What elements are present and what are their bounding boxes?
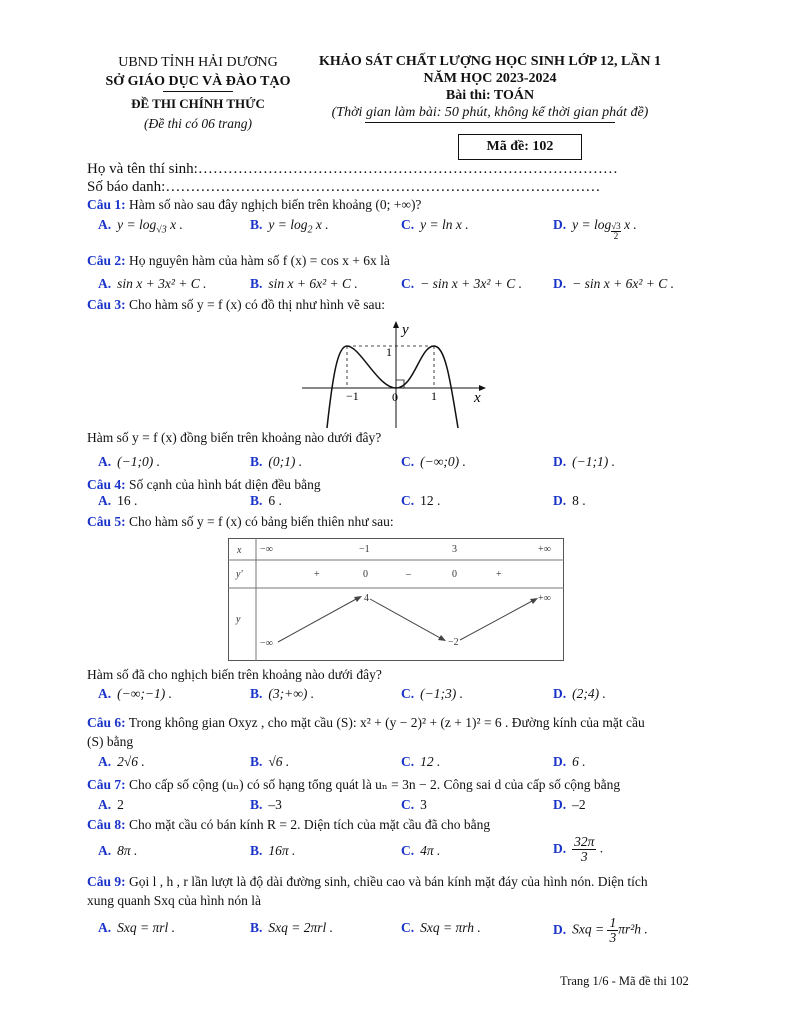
- q8-options: [98, 835, 738, 871]
- q9-option-d[interactable]: D. Sxq = $\frac{1}{3}$ πr²h .: [553, 915, 648, 945]
- q8-option-d[interactable]: D. $\frac{32\pi}{3}$ .: [553, 834, 604, 864]
- table-y-header: y: [236, 614, 241, 625]
- q1-option-d[interactable]: D. y = log $\frac{√3}{2}$ x .: [553, 217, 637, 241]
- time-note: (Thời gian làm bài: 50 phút, không kể thời gian phát đề): [331, 105, 649, 120]
- q4-option-c[interactable]: C. 12 .: [401, 493, 441, 508]
- q3-label: Câu 3:: [87, 297, 126, 312]
- table-x-m1: −1: [359, 544, 370, 555]
- table-yp-plus-2: +: [496, 569, 502, 580]
- q4-option-b[interactable]: B. 6 .: [250, 493, 282, 508]
- q6-options: [98, 754, 738, 774]
- q3-text: Cho hàm số y = f (x) có đồ thị như hình vẽ sau:: [129, 297, 386, 312]
- question-5: [87, 513, 732, 530]
- q1-d-base: $\frac{√3}{2}$: [611, 221, 621, 241]
- q2-text: Họ nguyên hàm của hàm số f (x) = cos x + 6x là: [129, 253, 390, 268]
- student-name-field: Họ và tên thí sinh:…………………………………………………………………………: [87, 161, 618, 177]
- q7-text: Cho cấp số cộng (uₙ) có số hạng tổng quát là uₙ = 3n − 2. Công sai d của cấp số cộng bằng: [129, 777, 621, 792]
- q8-option-a[interactable]: A. 8π .: [98, 843, 138, 858]
- q9-text-2: xung quanh Sxq của hình nón là: [87, 893, 261, 908]
- q9-option-c[interactable]: C. Sxq = πrh .: [401, 920, 481, 935]
- department-label: SỞ GIÁO DỤC VÀ ĐÀO TẠO: [105, 74, 291, 89]
- q3-option-a[interactable]: A. (−1;0) .: [98, 454, 160, 469]
- official-exam-label: ĐỀ THI CHÍNH THỨC: [131, 96, 265, 111]
- q2-label: Câu 2:: [87, 253, 126, 268]
- q5-text: Cho hàm số y = f (x) có bảng biến thiên như sau:: [129, 514, 394, 529]
- q8-option-c[interactable]: C. 4π .: [401, 843, 441, 858]
- q1-options: [98, 217, 738, 241]
- q7-option-c[interactable]: C. 3: [401, 797, 427, 812]
- exam-title: KHẢO SÁT CHẤT LƯỢNG HỌC SINH LỚP 12, LẦN 1: [318, 54, 661, 69]
- q2-option-c[interactable]: C. − sin x + 3x² + C .: [401, 276, 522, 291]
- q1-text: Hàm số nào sau đây nghịch biến trên khoảng (0; +∞)?: [129, 197, 422, 212]
- variation-table: [228, 538, 564, 661]
- province-label: UBND TỈNH HẢI DƯƠNG: [118, 55, 278, 70]
- student-id-field: Số báo danh:……………………………………………………………………………: [87, 179, 601, 195]
- q9-d-fraction: $\frac{1}{3}$: [609, 915, 617, 945]
- q8-option-b[interactable]: B. 16π .: [250, 843, 296, 858]
- q3-option-b[interactable]: B. (0;1) .: [250, 454, 303, 469]
- q7-option-d[interactable]: D. –2: [553, 797, 586, 812]
- table-y-m2: −2: [448, 637, 459, 648]
- graph-tick-y1: 1: [386, 345, 392, 359]
- table-x-neg-inf: −∞: [260, 544, 273, 555]
- header-left-underline: [163, 91, 233, 92]
- graph-y-arrow: [393, 321, 399, 328]
- q1-option-b[interactable]: B. $y = \log_2 x$ .: [250, 217, 329, 236]
- graph-y-label: y: [402, 322, 409, 338]
- question-7: [87, 776, 732, 793]
- table-y-4: 4: [364, 593, 369, 604]
- table-x-pos-inf: +∞: [538, 544, 551, 555]
- q6-label: Câu 6:: [87, 715, 126, 730]
- q5-option-b[interactable]: B. (3;+∞) .: [250, 686, 315, 701]
- q6-text-1: Trong không gian Oxyz , cho mặt cầu (S): x² + (y − 2)² + (z + 1)² = 6 . Đường kính của mặt cầu: [128, 715, 645, 730]
- table-yp-header: y': [236, 569, 243, 580]
- q4-options: [98, 493, 738, 513]
- q8-d-fraction: $\frac{32\pi}{3}$: [574, 834, 595, 864]
- question-2: [87, 252, 732, 269]
- q4-option-d[interactable]: D. 8 .: [553, 493, 586, 508]
- table-yp-plus-1: +: [314, 569, 320, 580]
- student-info: [87, 160, 618, 196]
- question-3: [87, 296, 732, 313]
- q4-option-a[interactable]: A. 16 .: [98, 493, 138, 508]
- q6-option-a[interactable]: A. 2√6 .: [98, 754, 145, 769]
- question-9: [87, 872, 732, 910]
- page-footer: Trang 1/6 - Mã đề thi 102: [560, 974, 689, 988]
- q3-option-d[interactable]: D. (−1;1) .: [553, 454, 615, 469]
- q2-options: [98, 276, 738, 296]
- graph-tick-origin: 0: [392, 390, 398, 404]
- question-8: [87, 816, 732, 833]
- header-right-underline: [365, 122, 615, 123]
- q3-options: [98, 454, 738, 474]
- q9-label: Câu 9:: [87, 874, 126, 889]
- q4-text: Số cạnh của hình bát diện đều bằng: [129, 477, 321, 492]
- school-year: NĂM HỌC 2023-2024: [423, 71, 557, 86]
- q1-option-a[interactable]: A. $y = \log_{√3} x$ .: [98, 217, 183, 236]
- q2-option-b[interactable]: B. sin x + 6x² + C .: [250, 276, 358, 291]
- header-left: [88, 53, 308, 133]
- q7-options: [98, 797, 738, 817]
- table-yp-zero-2: 0: [452, 569, 457, 580]
- q5-question: Hàm số đã cho nghịch biến trên khoảng nào dưới đây?: [87, 667, 382, 682]
- exam-code-box: Mã đề: 102: [458, 134, 582, 160]
- q3-question: Hàm số y = f (x) đồng biến trên khoảng nào dưới đây?: [87, 430, 382, 445]
- q1-label: Câu 1:: [87, 197, 126, 212]
- q6-option-b[interactable]: B. √6 .: [250, 754, 290, 769]
- q5-option-a[interactable]: A. (−∞;−1) .: [98, 686, 172, 701]
- q8-text: Cho mặt cầu có bán kính R = 2. Diện tích của mặt cầu đã cho bằng: [129, 817, 491, 832]
- page-count-label: (Đề thi có 06 trang): [144, 116, 252, 131]
- q1-option-c[interactable]: C. y = ln x .: [401, 217, 469, 232]
- graph-tick-x1: 1: [431, 389, 437, 403]
- graph-tick-xm1: −1: [346, 389, 359, 403]
- q9-option-a[interactable]: A. Sxq = πrl .: [98, 920, 175, 935]
- table-x-3: 3: [452, 544, 457, 555]
- q5-option-c[interactable]: C. (−1;3) .: [401, 686, 463, 701]
- table-y-neg-inf: −∞: [260, 638, 273, 649]
- table-yp-zero-1: 0: [363, 569, 368, 580]
- q6-option-c[interactable]: C. 12 .: [401, 754, 441, 769]
- q5-option-d[interactable]: D. (2;4) .: [553, 686, 606, 701]
- table-border: [229, 539, 564, 661]
- q9-text-1: Gọi l , h , r lần lượt là độ dài đường sinh, chiều cao và bán kính mặt đáy của hình nón. Diện tích: [129, 874, 648, 889]
- table-y-pos-inf: +∞: [538, 593, 551, 604]
- header-right: [305, 53, 675, 123]
- q2-option-a[interactable]: A. sin x + 3x² + C .: [98, 276, 207, 291]
- question-4: [87, 476, 732, 493]
- q9-options: [98, 916, 738, 952]
- table-yp-minus: –: [406, 569, 411, 580]
- q7-label: Câu 7:: [87, 777, 126, 792]
- q3-graph: [300, 318, 490, 430]
- q9-option-b[interactable]: B. Sxq = 2πrl .: [250, 920, 334, 935]
- graph-x-label: x: [474, 390, 481, 406]
- subject-label: Bài thi: TOÁN: [445, 88, 535, 103]
- table-x-header: x: [237, 545, 242, 556]
- q7-option-b[interactable]: B. –3: [250, 797, 282, 812]
- q6-text-2: (S) bằng: [87, 734, 134, 749]
- q7-option-a[interactable]: A. 2: [98, 797, 124, 812]
- q5-label: Câu 5:: [87, 514, 126, 529]
- question-1: [87, 196, 732, 213]
- q8-label: Câu 8:: [87, 817, 126, 832]
- question-6: [87, 713, 732, 751]
- q5-options: [98, 686, 738, 706]
- q4-label: Câu 4:: [87, 477, 126, 492]
- q3-option-c[interactable]: C. (−∞;0) .: [401, 454, 466, 469]
- q6-option-d[interactable]: D. 6 .: [553, 754, 586, 769]
- q2-option-d[interactable]: D. − sin x + 6x² + C .: [553, 276, 674, 291]
